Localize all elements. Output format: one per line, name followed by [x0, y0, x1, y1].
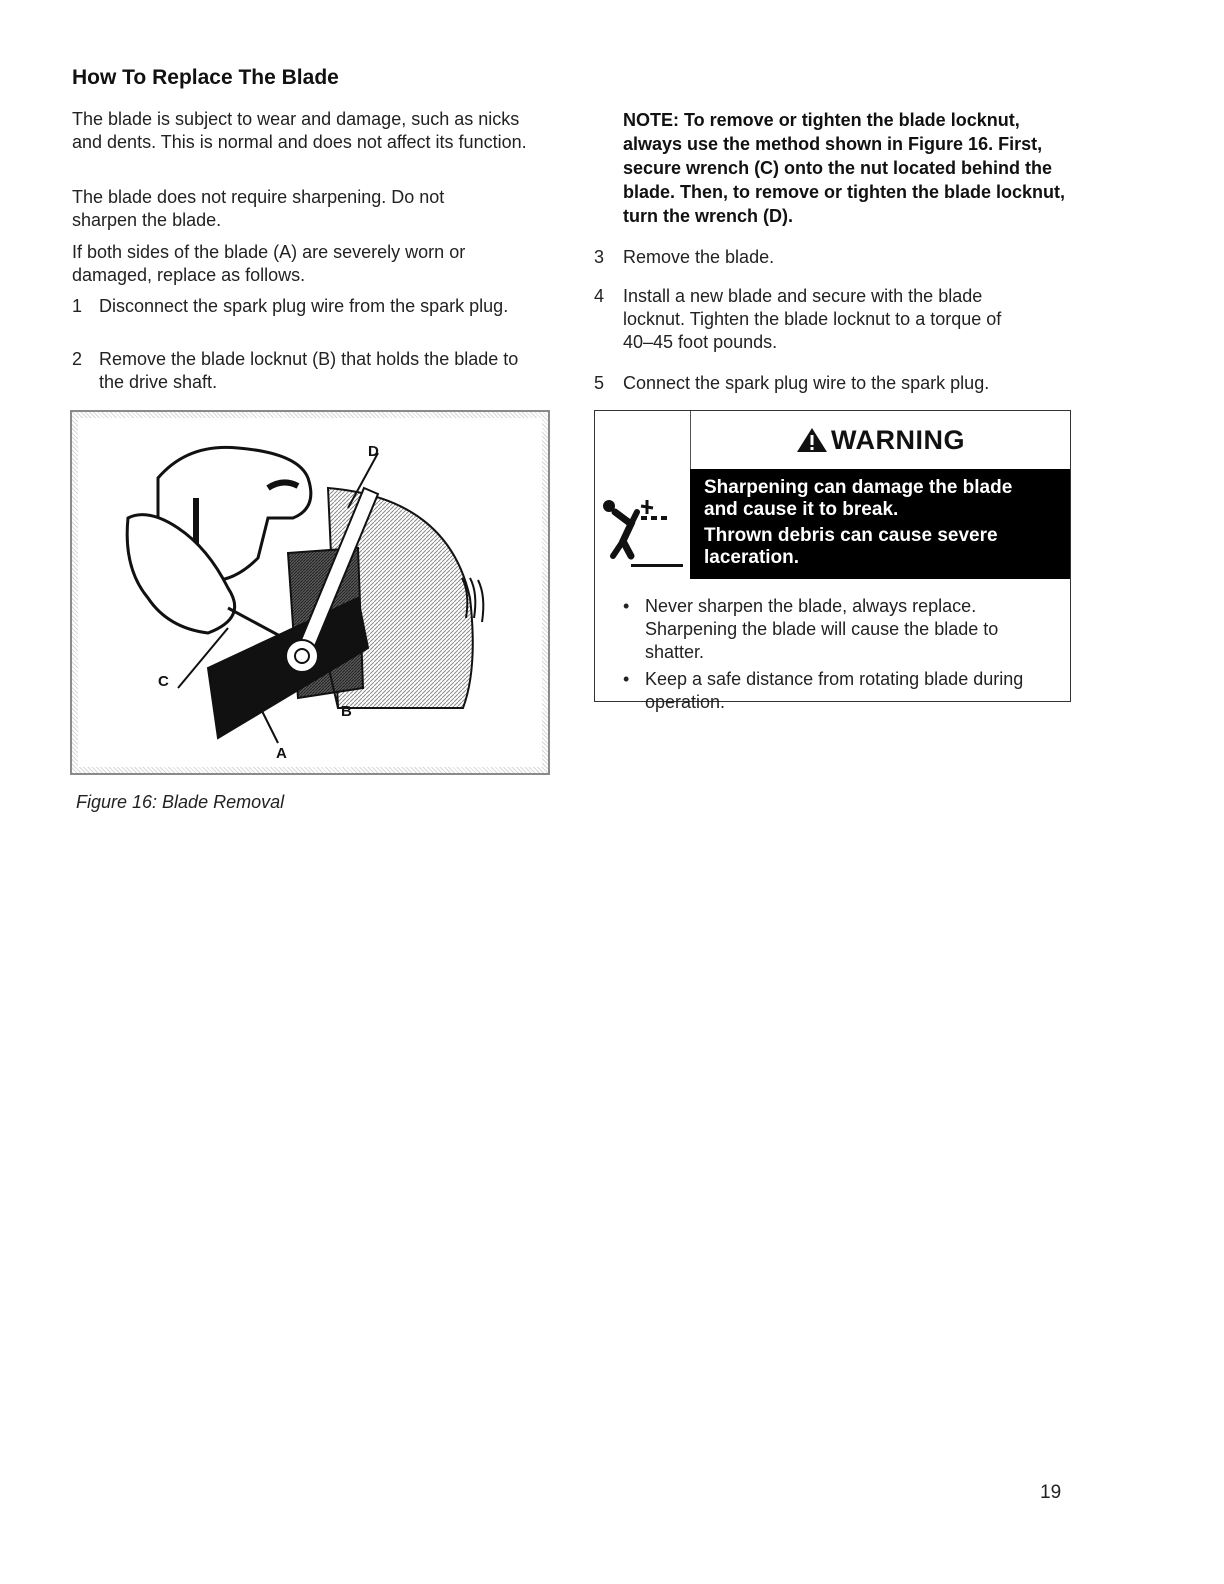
thrown-debris-icon	[601, 486, 685, 576]
page-number: 19	[1040, 1482, 1062, 1503]
step-text: Install a new blade and secure with the blade locknut. Tighten the blade locknut to a torque of 40–45 foot pounds.	[623, 286, 1002, 352]
warning-bullet-2: • Keep a safe distance from rotating blade during operation.	[623, 669, 1024, 712]
warning-bullets	[617, 595, 1057, 718]
step-text: Disconnect the spark plug wire from the spark plug.	[99, 296, 509, 316]
warning-message-panel	[690, 469, 1070, 579]
warning-bullet-text: Keep a safe distance from rotating blade during operation.	[645, 669, 1024, 712]
step-number: 2	[72, 349, 83, 369]
label-a: A	[276, 745, 287, 762]
warning-triangle-icon	[795, 426, 829, 454]
intro-paragraph-3: If both sides of the blade (A) are severely worn or damaged, replace as follows.	[72, 242, 466, 285]
label-b: B	[341, 703, 352, 720]
label-c: C	[158, 673, 169, 690]
figure-blade-removal	[70, 410, 550, 775]
warning-title-text: WARNING	[831, 424, 965, 455]
intro-paragraph-1: The blade is subject to wear and damage, such as nicks and dents. This is normal and does not affect its function.	[72, 109, 527, 152]
warning-bullet-1: • Never sharpen the blade, always replace. Sharpening the blade will cause the blade to shatter.	[623, 596, 999, 662]
note-paragraph: NOTE: To remove or tighten the blade locknut, always use the method shown in Figure 16. First, secure wrench (C) onto the nut located behind the blade. Then, to remove or tighten the blade locknut, turn the wrench (D).	[623, 110, 1066, 226]
warning-title	[690, 411, 1070, 469]
intro-paragraph-2: The blade does not require sharpening. Do not sharpen the blade.	[72, 187, 445, 230]
label-d: D	[368, 443, 379, 460]
step-number: 5	[594, 373, 605, 393]
step-number: 1	[72, 296, 83, 316]
blade-removal-illustration	[78, 418, 542, 767]
warning-box	[594, 410, 1071, 712]
step-number: 4	[594, 286, 605, 306]
step-number: 3	[594, 247, 605, 267]
warning-message-1: Sharpening can damage the blade and cause it to break.	[704, 477, 1013, 520]
figure-caption: Figure 16: Blade Removal	[76, 792, 285, 812]
warning-bullet-text: Never sharpen the blade, always replace. Sharpening the blade will cause the blade to shatter.	[645, 596, 999, 662]
step-text: Remove the blade locknut (B) that holds the blade to the drive shaft.	[99, 349, 519, 392]
warning-message-2: Thrown debris can cause severe laceration.	[704, 525, 998, 568]
step-text: Connect the spark plug wire to the spark plug.	[623, 373, 990, 393]
step-text: Remove the blade.	[623, 247, 775, 267]
section-title: How To Replace The Blade	[72, 66, 339, 89]
